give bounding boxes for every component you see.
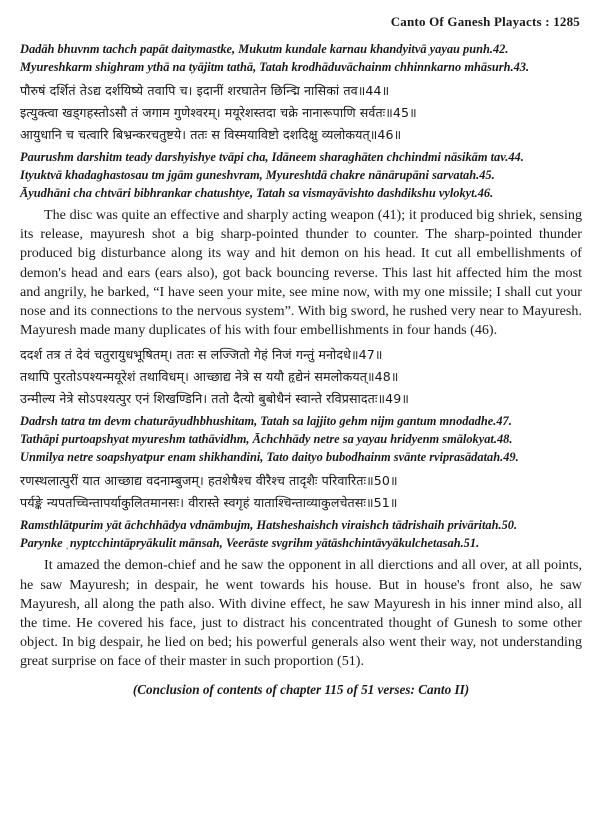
sanskrit-verse: ददर्श तत्र तं देवं चतुरायुधभूषितम्। ततः स लज्जितो गेहं निजं गन्तुं मनोदधे॥47॥: [20, 347, 383, 363]
transliteration-block-4: [20, 516, 582, 552]
chapter-conclusion: (Conclusion of contents of chapter 115 of 51 verses: Canto II): [132, 681, 470, 697]
verse-line: Unmilya netre soapshyatpur enam shikhandini, Tato daityo bubodhainm svānte rviprasādatah.49.: [20, 450, 519, 465]
sanskrit-verse: पर्यङ्के न्यपतच्चिन्तापर्याकुलितमानसः। वीरास्ते स्वगृहं याताश्चिन्ताव्याकुलचेतसः॥51॥: [20, 495, 398, 511]
verse-line: Ramsthlātpurim yāt āchchhādya vdnāmbujm, Hatsheshaishch viraishch tādrishaih privāritah.50.: [20, 518, 518, 533]
running-header: Canto Of Ganesh Playacts : 1285: [390, 14, 580, 29]
page-content: [20, 40, 582, 698]
verse-line: Myureshkarm shighram ythā na tyājitm tathā, Tatah krodhāduvāchainm chhinnkarno mhāsurh.43.: [20, 60, 530, 74]
translation-paragraph-1: [20, 206, 582, 340]
paragraph-text: It amazed the demon-chief and he saw the opponent in all dierctions and all over, at all points, he saw Mayuresh; in despair, he went towards his house. But in house's front also, he saw Mayuresh, all along the path also. With divine effect, he saw Mayuresh in his inner mind also, all the time. He covered his face, just to distract his concentrated thought of Gunesh to some other object. In big despair, he lied on bed; his powerful generals also went their way, not understanding great surprise on face of their master in such proportion (51).: [20, 557, 582, 670]
verse-line: Ityuktvā khadaghastosau tm jgām guneshvram, Myureshtdā chakre nānārupāni sarvatah.45.: [20, 168, 495, 182]
sanskrit-block-3: [20, 470, 582, 514]
paragraph-text: The disc was quite an effective and sharply acting weapon (41); it produced big shriek, sensing its release, mayuresh shot a big sharp-pointed thunder to counter. The sharp-pointed thunder produced big disturbance along its way and hit demon on his head. It cut all embellishments of demon's head and ears (ears also), got back bouncing reverse. This last hit affected him the most and angrily, he barked, “I have seen your mite, see mine now, with my one missile; I shall cut your nose and its connections to the nervous system”. With big sword, he rushed very near to Mayuresh. Mayuresh made many duplicates of his with four embellishments in four hands (46).: [20, 207, 582, 339]
verse-line: Parynke ˌnyptcchintāpryākulit mānsah, Veerāste svgrihm yātāshchintāvyākulchetasah.51.: [20, 536, 480, 551]
verse-line: Tathāpi purtoapshyat myureshm tathāvidhm, Āchchhādy netre sa yayau hridyenm smālokyat.48.: [20, 432, 513, 447]
sanskrit-verse: उन्मील्य नेत्रे सोऽपश्यत्पुर एनं शिखण्डिनि। ततो दैत्यो बुबोधैनं स्वान्ते रविप्रसादतः॥49॥: [20, 391, 410, 407]
sanskrit-verse: पौरुषं दर्शितं तेऽद्य दर्शयिष्ये तवापि च। इदानीं शरघातेन छिन्द्मि नासिकां तव॥44॥: [20, 83, 390, 98]
sanskrit-verse: रणस्थलात्पुरीं यात आच्छाद्य वदनाम्बुजम्। हतशेषैश्च वीरैश्च तादृशैः परिवारितः॥50॥: [20, 473, 398, 489]
sanskrit-block-2: [20, 344, 582, 410]
verse-line: Paurushm darshitm teady darshyishye tvāpi cha, Idāneem sharaghāten chchindmi nāsikām tav.44.: [20, 150, 524, 164]
translation-paragraph-2: [20, 556, 582, 671]
sanskrit-verse: तथापि पुरतोऽपश्यन्मयूरेशं तथाविधम्। आच्छाद्य नेत्रे स ययौ हृद्येनं समलोकयत्॥48॥: [20, 369, 399, 385]
verse-line: Dadāh bhuvnm tachch papāt daitymastke, Mukutm kundale karnau khandyitvā yayau punh.42.: [20, 42, 509, 56]
transliteration-block-3: [20, 412, 582, 466]
sanskrit-verse: आयुधानि च चत्वारि बिभ्रन्करचतुष्टये। ततः स विस्मयाविष्टो दशदिक्षु व्यलोकयत्॥46॥: [20, 127, 402, 142]
verse-line: Āyudhāni cha chtvāri bibhrankar chatushtye, Tatah sa vismayāvishto dashdikshu vylokyt.46.: [20, 186, 494, 200]
transliteration-block-1: [20, 40, 582, 76]
transliteration-block-2: [20, 148, 582, 202]
verse-line: Dadrsh tatra tm devm chaturāyudhbhushitam, Tatah sa lajjito gehm nijm gantum mnodadhe.47.: [20, 414, 512, 429]
sanskrit-verse: इत्युक्त्वा खड्गहस्तोऽसौ तं जगाम गुणेश्वरम्। मयूरेशस्तदा चक्रे नानारूपाणि सर्वतः॥45॥: [20, 105, 417, 120]
sanskrit-block-1: [20, 80, 582, 146]
